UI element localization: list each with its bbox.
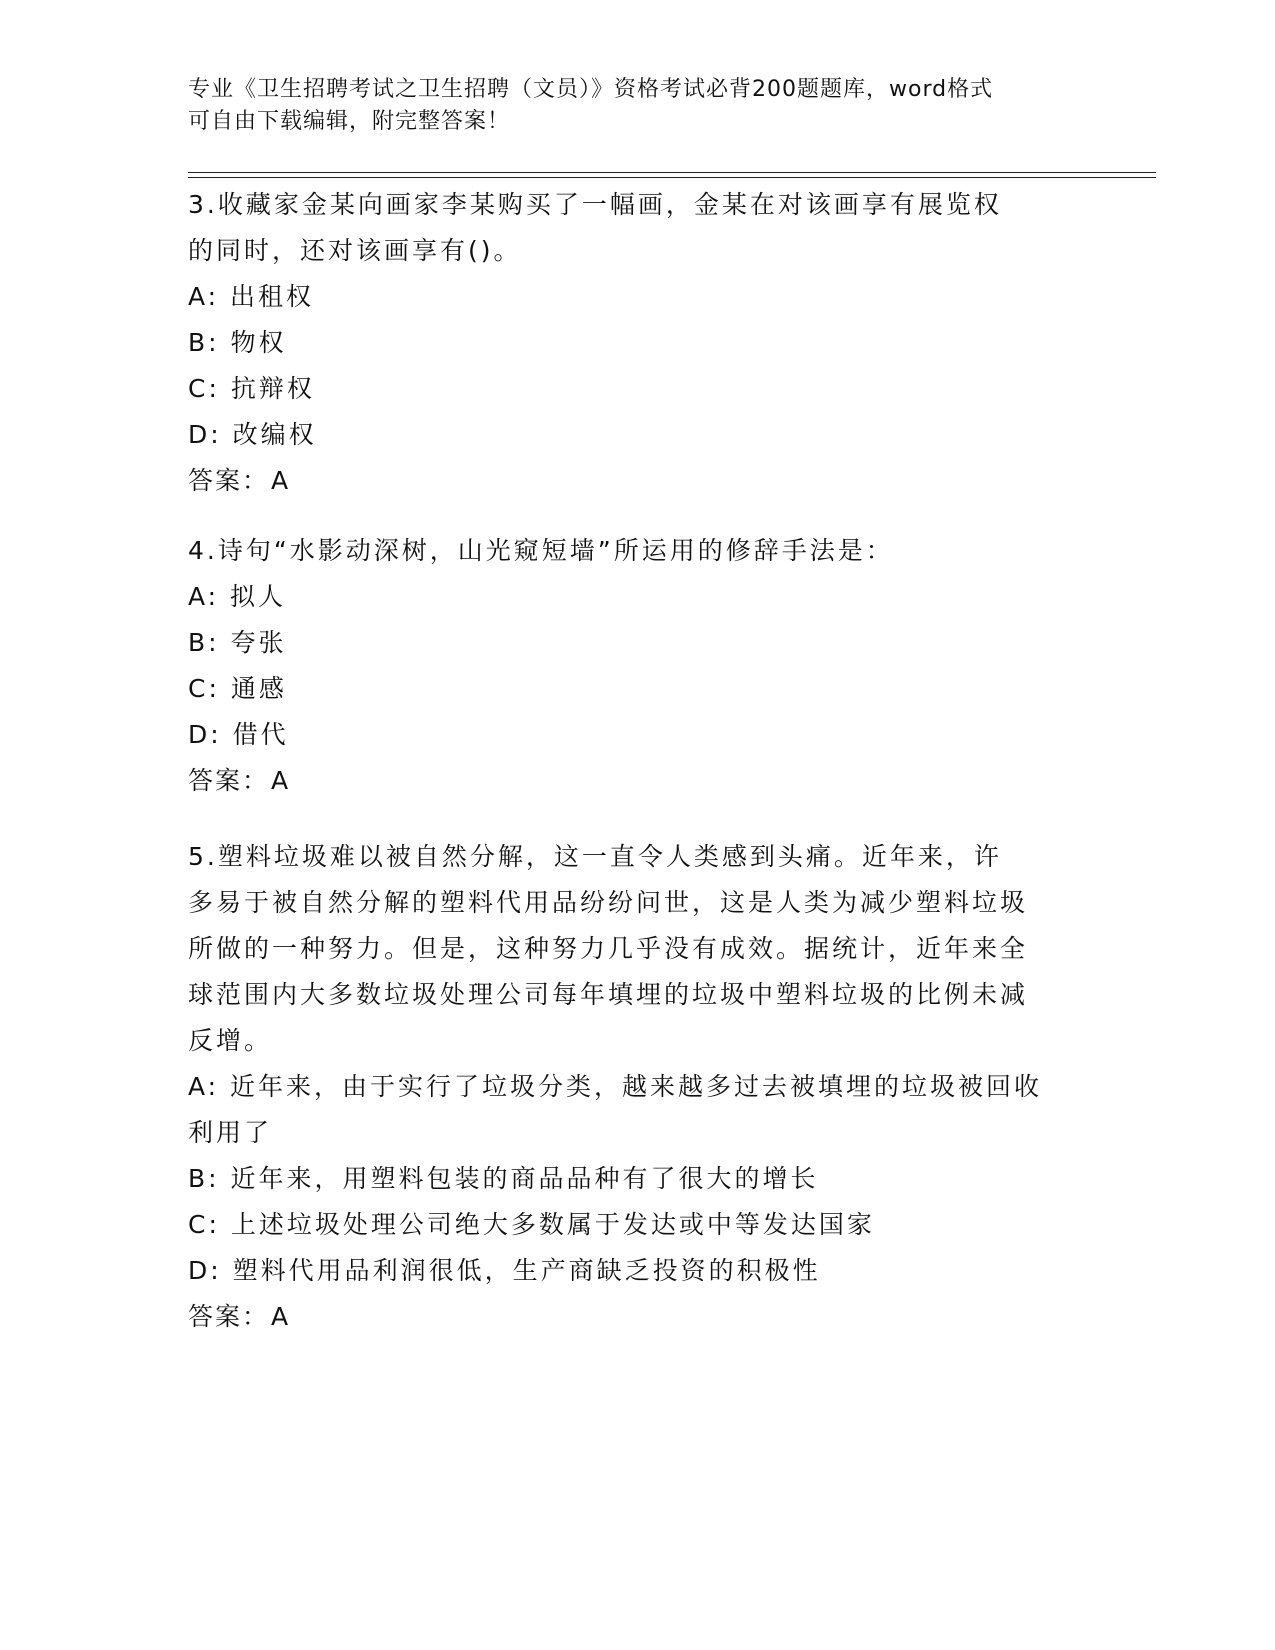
answer-label: 答案： bbox=[188, 466, 270, 495]
header-line-2: 可自由下载编辑，附完整答案！ bbox=[188, 109, 511, 134]
answer-line bbox=[188, 458, 1088, 504]
question-3 bbox=[188, 182, 1088, 504]
option-a: A: 拟人 bbox=[188, 582, 287, 611]
option-c: C: 抗辩权 bbox=[188, 374, 315, 403]
answer-label: 答案： bbox=[188, 1302, 270, 1331]
answer-value: A bbox=[271, 466, 291, 495]
question-5 bbox=[188, 834, 1088, 1340]
option-d: D: 借代 bbox=[188, 720, 289, 749]
question-stem: 5.塑料垃圾难以被自然分解，这一直令人类感到头痛。近年来，许多易于被自然分解的塑料代用品纷纷问世，这是人类为减少塑料垃圾所做的一种努力。但是，这种努力几乎没有成效。据统计，近年来全球范围内大多数垃圾处理公司每年填埋的垃圾中塑料垃圾的比例未减反增。 bbox=[188, 842, 1029, 1055]
header-line-1: 专业《卫生招聘考试之卫生招聘（文员）》资格考试必背200题题库，word格式 bbox=[188, 77, 994, 102]
option-d: D: 改编权 bbox=[188, 420, 317, 449]
answer-value: A bbox=[271, 1302, 291, 1331]
header-divider-top bbox=[188, 172, 1156, 173]
question-4 bbox=[188, 528, 1088, 804]
question-stem: 3.收藏家金某向画家李某购买了一幅画，金某在对该画享有展览权的同时，还对该画享有()。 bbox=[188, 190, 1002, 265]
option-b: B: 物权 bbox=[188, 328, 287, 357]
header-divider-bottom bbox=[188, 177, 1156, 178]
option-a: A: 近年来，由于实行了垃圾分类，越来越多过去被填埋的垃圾被回收利用了 bbox=[188, 1072, 1043, 1147]
answer-label: 答案： bbox=[188, 766, 270, 795]
question-stem: 4.诗句“水影动深树，山光窥短墙”所运用的修辞手法是： bbox=[188, 536, 894, 565]
option-a: A: 出租权 bbox=[188, 282, 315, 311]
option-b: B: 近年来，用塑料包装的商品品种有了很大的增长 bbox=[188, 1164, 819, 1193]
option-c: C: 上述垃圾处理公司绝大多数属于发达或中等发达国家 bbox=[188, 1210, 875, 1239]
option-b: B: 夸张 bbox=[188, 628, 287, 657]
option-d: D: 塑料代用品利润很低，生产商缺乏投资的积极性 bbox=[188, 1256, 821, 1285]
answer-line bbox=[188, 758, 1088, 804]
document-header bbox=[188, 74, 1068, 138]
answer-value: A bbox=[271, 766, 291, 795]
option-c: C: 通感 bbox=[188, 674, 287, 703]
answer-line bbox=[188, 1294, 1088, 1340]
